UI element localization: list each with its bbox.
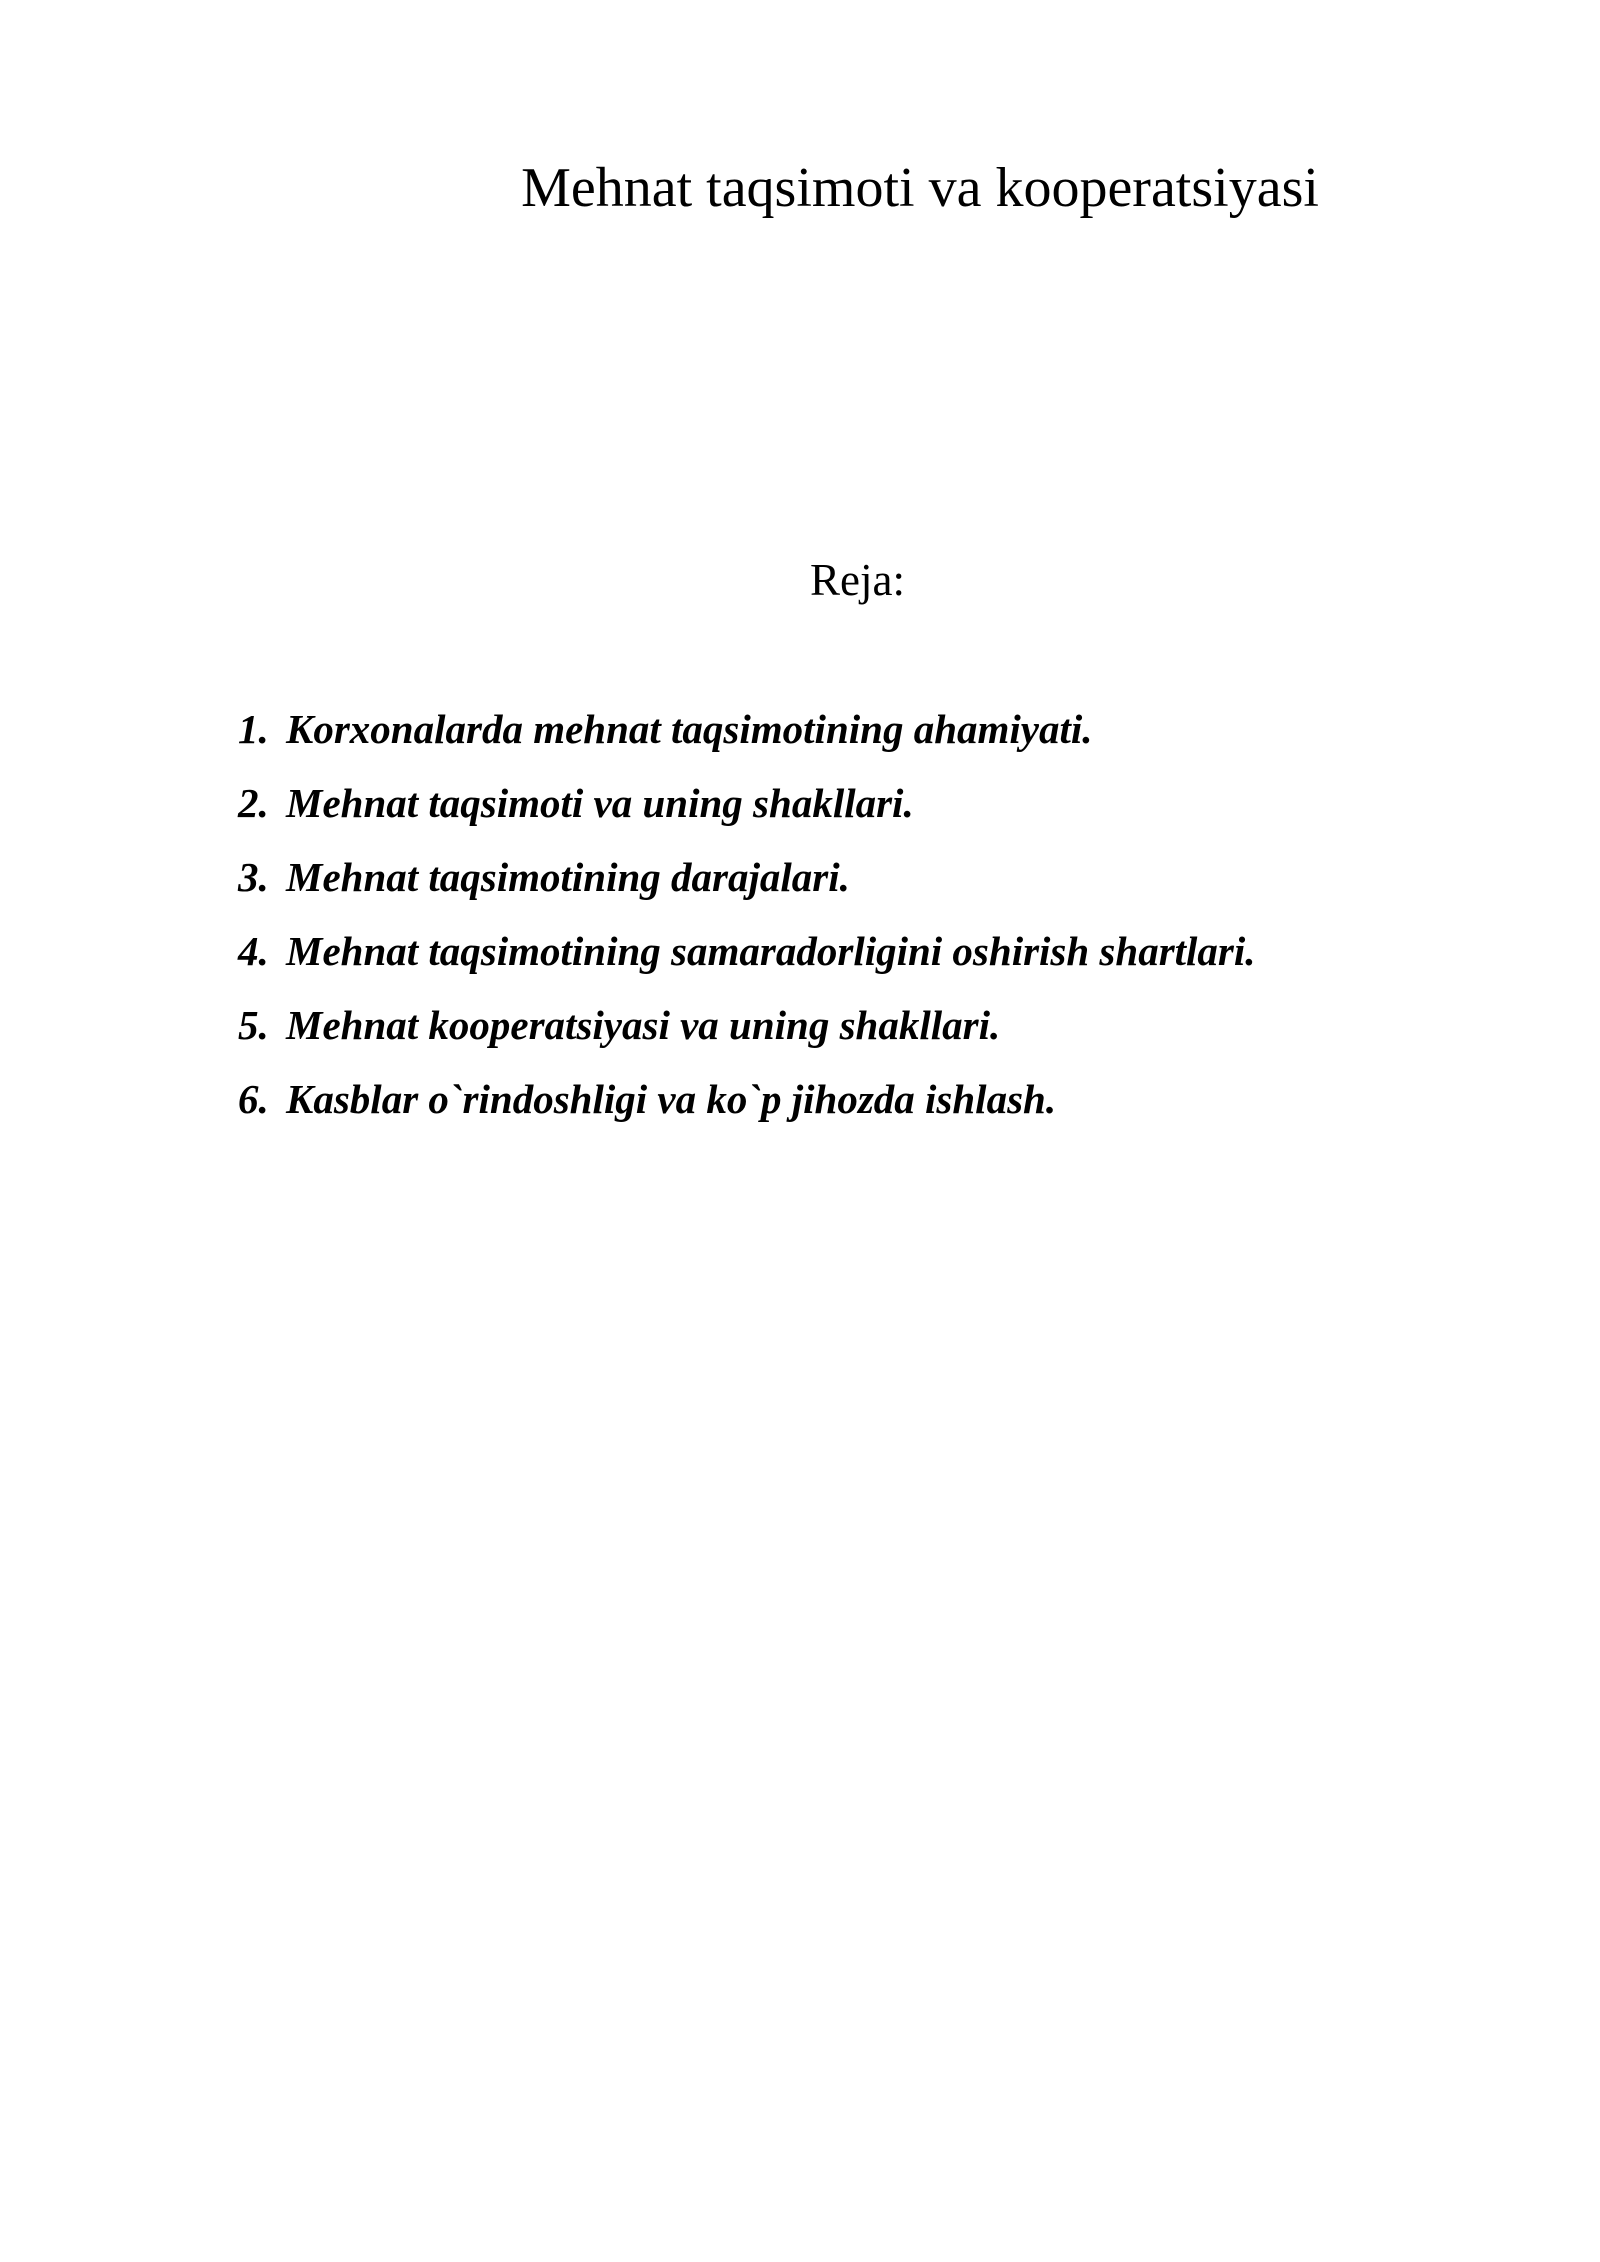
plan-item-number: 3. — [238, 854, 269, 900]
plan-item-text: Mehnat taqsimotining samaradorligini oshirish shartlari. — [286, 928, 1256, 974]
plan-item — [238, 988, 1256, 1062]
plan-item — [238, 914, 1256, 988]
plan-item-number: 4. — [238, 928, 269, 974]
plan-list — [238, 692, 1256, 1136]
plan-item-number: 2. — [238, 780, 269, 826]
plan-item-number: 6. — [238, 1076, 269, 1122]
plan-item-number: 1. — [238, 706, 269, 752]
plan-item-text: Mehnat kooperatsiyasi va uning shakllari. — [286, 1002, 1001, 1048]
plan-item — [238, 692, 1256, 766]
plan-item-number: 5. — [238, 1002, 269, 1048]
plan-item — [238, 840, 1256, 914]
page-title: Mehnat taqsimoti va kooperatsiyasi — [521, 157, 1319, 219]
plan-item — [238, 766, 1256, 840]
plan-item — [238, 1062, 1256, 1136]
plan-item-text: Korxonalarda mehnat taqsimotining ahamiyati. — [286, 706, 1093, 752]
plan-heading: Reja: — [810, 555, 905, 605]
plan-item-text: Mehnat taqsimoti va uning shakllari. — [286, 780, 914, 826]
plan-item-text: Kasblar o`rindoshligi va ko`p jihozda ishlash. — [286, 1076, 1057, 1122]
plan-item-text: Mehnat taqsimotining darajalari. — [286, 854, 850, 900]
